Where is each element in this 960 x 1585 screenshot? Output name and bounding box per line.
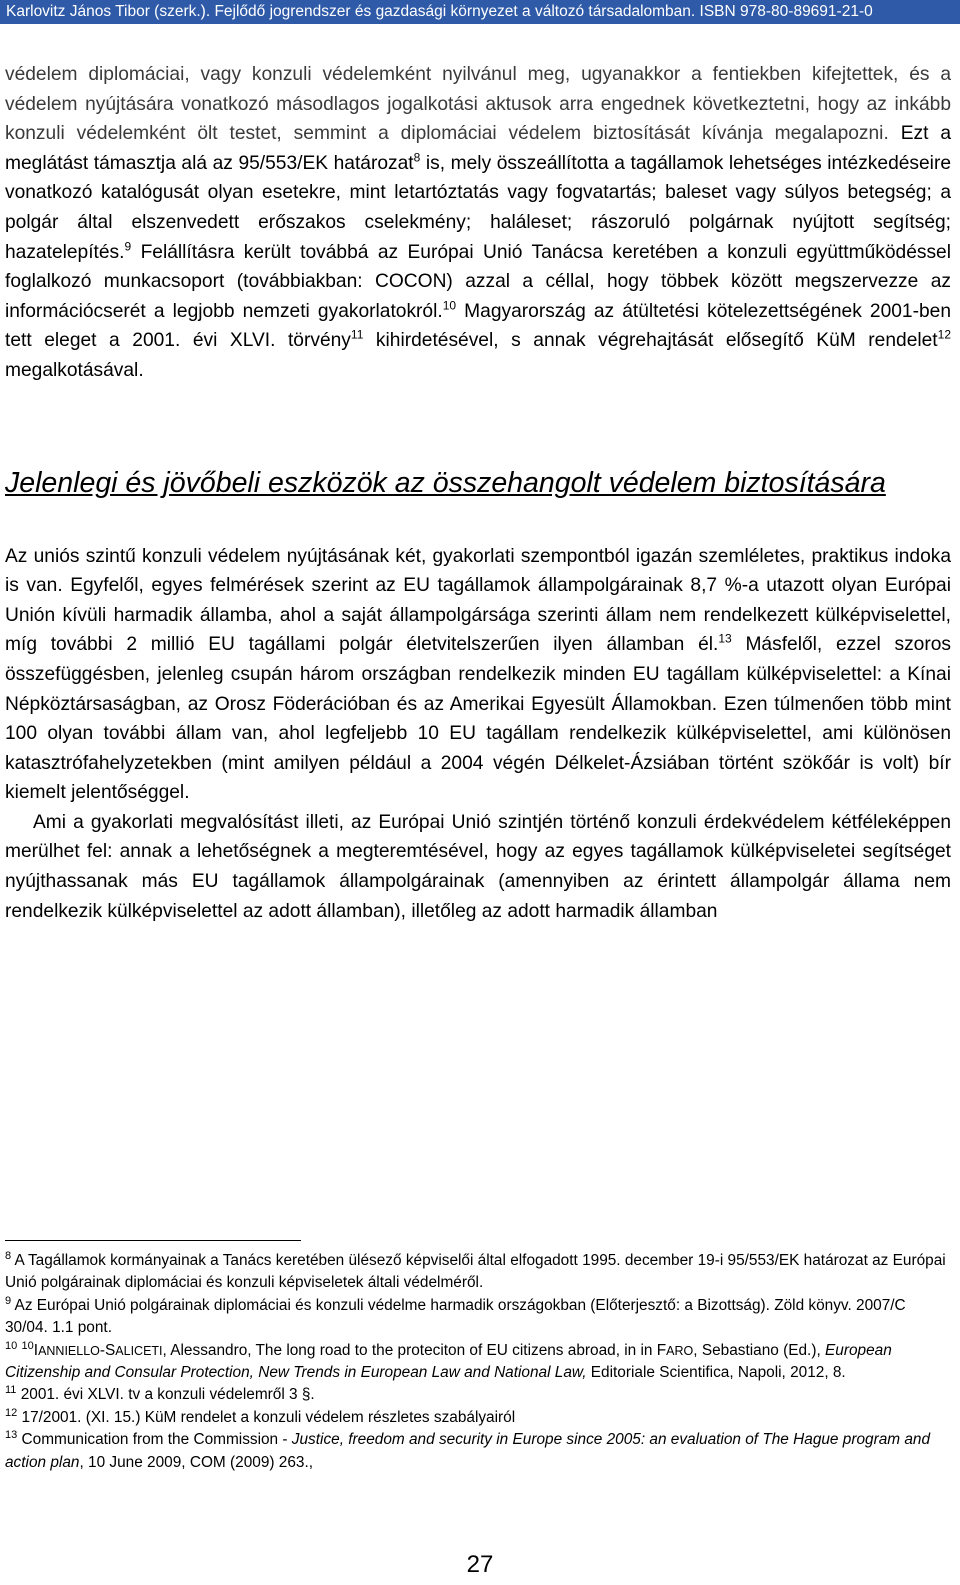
footnote-number: 12 <box>5 1406 18 1419</box>
footnote-8: $^8$ A Tagállamok kormányainak a Tanács keretében ülésező képviselői által elfogadott 1995. december 19-i 95/553/EK határozat az Európai Unió polgárainak diplomáciai és konzuli képviseletek általi védelméről. <box>5 1249 946 1292</box>
footnote-9: $^9$ Az Európai Unió polgárainak diplomáciai és konzuli védelme harmadik országokban (Előterjesztő: a Bizottság). Zöld könyv. 2007/C 30/04. 1.1 pont. <box>5 1294 906 1337</box>
footnote-number: 11 <box>5 1384 17 1397</box>
running-header <box>0 0 960 24</box>
footnote-11: $^{11}$ 2001. évi XLVI. tv a konzuli védelemről 3 §. <box>5 1384 315 1404</box>
footnote-number: 10 <box>5 1339 18 1352</box>
footnote-13: $^{13}$ Communication from the Commission - Justice, freedom and security in Europe since 2005: an evaluation of The Hague program and action plan, 10 June 2009, COM (2009) 263., <box>5 1429 931 1471</box>
footnote-ref-11[interactable]: 11 <box>350 327 364 342</box>
page-number: 27 <box>466 1551 494 1578</box>
footnote-separator <box>5 1240 301 1241</box>
section-heading: Jelenlegi és jövőbeli eszközök az összehangolt védelem biztosítására <box>5 466 886 499</box>
footnotes <box>5 1250 949 1474</box>
paragraph-1: védelem diplomáciai, vagy konzuli védelemként nyilvánul meg, ugyanakkor a fentiekben kifejtettek, és a védelem nyújtására vonatkozó másodlagos jogalkotási aktusok arra engednek következtetni, hogy az inkább konzuli védelemként ölt testet, semmint a diplomáciai védelem biztosítását kívánja megalapozni. Ezt a meglátást támasztja alá az 95/553/EK határozat$^8$ is, mely összeállította a tagállamok lehetséges intézkedéseire vonatkozó katalógusát olyan esetekre, mint letartóztatás vagy fogvatartás; baleset vagy súlyos betegség; a polgár által elszenvedett erőszakos cselekmény; haláleset; rászoruló polgárnak nyújtott segítség; hazatelepítés.$^9$ Felállításra került továbbá az Európai Unió Tanácsa keretében a konzuli együttműködéssel foglalkozó munkacsoport (továbbiakban: COCON) azzal a céllal, hogy többek között megszervezze az információcserét a legjobb nemzeti gyakorlatokról.$^{10}$ Magyarország az átültetési kötelezettségének 2001-ben tett eleget a 2001. évi XLVI. törvény$^{11}$ kihirdetésével, s annak végrehajtását elősegítő KüM rendelet$^{12}$ megalkotásával. <box>5 64 952 381</box>
paragraph-3: Ami a gyakorlati megvalósítást illeti, az Európai Unió szintjén történő konzuli érdekvédelem kétféleképpen merülhet fel: annak a lehetőségnek a megteremtésével, hogy az egyes tagállamok külképviseletei segítséget nyújthassanak más EU tagállamok állampolgárainak (amennyiben az érintett állampolgár állama nem rendelkezik külképviselettel az adott államban), illetőleg az adott harmadik államban <box>5 811 951 922</box>
footnote-ref-13[interactable]: 13 <box>718 631 732 646</box>
footnote-number: 9 <box>5 1294 12 1307</box>
footnote-10: $^{10}$ $^{10}$IANNIELLO-SALICETI, Alessandro, The long road to the proteciton of EU citizens abroad, in in FARO, Sebastiano (Ed.), European Citizenship and Consular Protection, New Trends in European Law and National Law, Editoriale Scientifica, Napoli, 2012, 8. <box>5 1339 892 1382</box>
paragraph-2: Az uniós szintű konzuli védelem nyújtásának két, gyakorlati szempontból igazán szemléletes, praktikus indoka is van. Egyfelől, egyes felmérések szerint az EU tagállamok állampolgárainak 8,7 %-a utazott olyan Európai Unión kívüli harmadik államba, ahol a saját állampolgársága szerinti állam nem rendelkezett külképviselettel, míg további 2 millió EU tagállami polgár életvitelszerűen ilyen államban él.$^{13}$ Másfelől, ezzel szoros összefüggésben, jelenleg csupán három országban rendelkezik minden EU tagállam külképviselettel: a Kínai Népköztársaságban, az Orosz Föderációban és az Amerikai Egyesült Államokban. Ezen túlmenően több mint 100 olyan további állam van, ahol legfeljebb 10 EU tagállam rendelkezik külképviselettel, ami különösen katasztrófahelyzetekben (mint amilyen például a 2004 végén Délkelet-Ázsiában történt szökőár is volt) bír kiemelt jelentőséggel. <box>5 545 952 804</box>
body-text <box>5 60 951 926</box>
footnote-number: 8 <box>5 1249 12 1262</box>
footnote-ref-12[interactable]: 12 <box>937 327 951 342</box>
footnote-12: $^{12}$ 17/2001. (XI. 15.) KüM rendelet a konzuli védelem részletes szabályairól <box>5 1406 516 1426</box>
footnote-ref-8[interactable]: 8 <box>413 150 421 165</box>
footnote-ref-9[interactable]: 9 <box>124 239 132 254</box>
footnote-ref-10[interactable]: 10 <box>442 298 457 313</box>
footnote-number: 13 <box>5 1429 18 1442</box>
paragraph-1-lead: védelem diplomáciai, vagy konzuli védelemként nyilvánul meg, ugyanakkor a fentiekben kifejtettek, és a védelem nyújtására vonatkozó másodlagos jogalkotási aktusok arra engednek következtetni, hogy az inkább konzuli védelemként ölt testet, semmint a diplomáciai védelem biztosítását kívánja megalapozni. <box>5 64 951 145</box>
running-header-text: Karlovitz János Tibor (szerk.). Fejlődő jogrendszer és gazdasági környezet a változó társadalomban. ISBN 978-80-89691-21-0 <box>6 3 873 20</box>
